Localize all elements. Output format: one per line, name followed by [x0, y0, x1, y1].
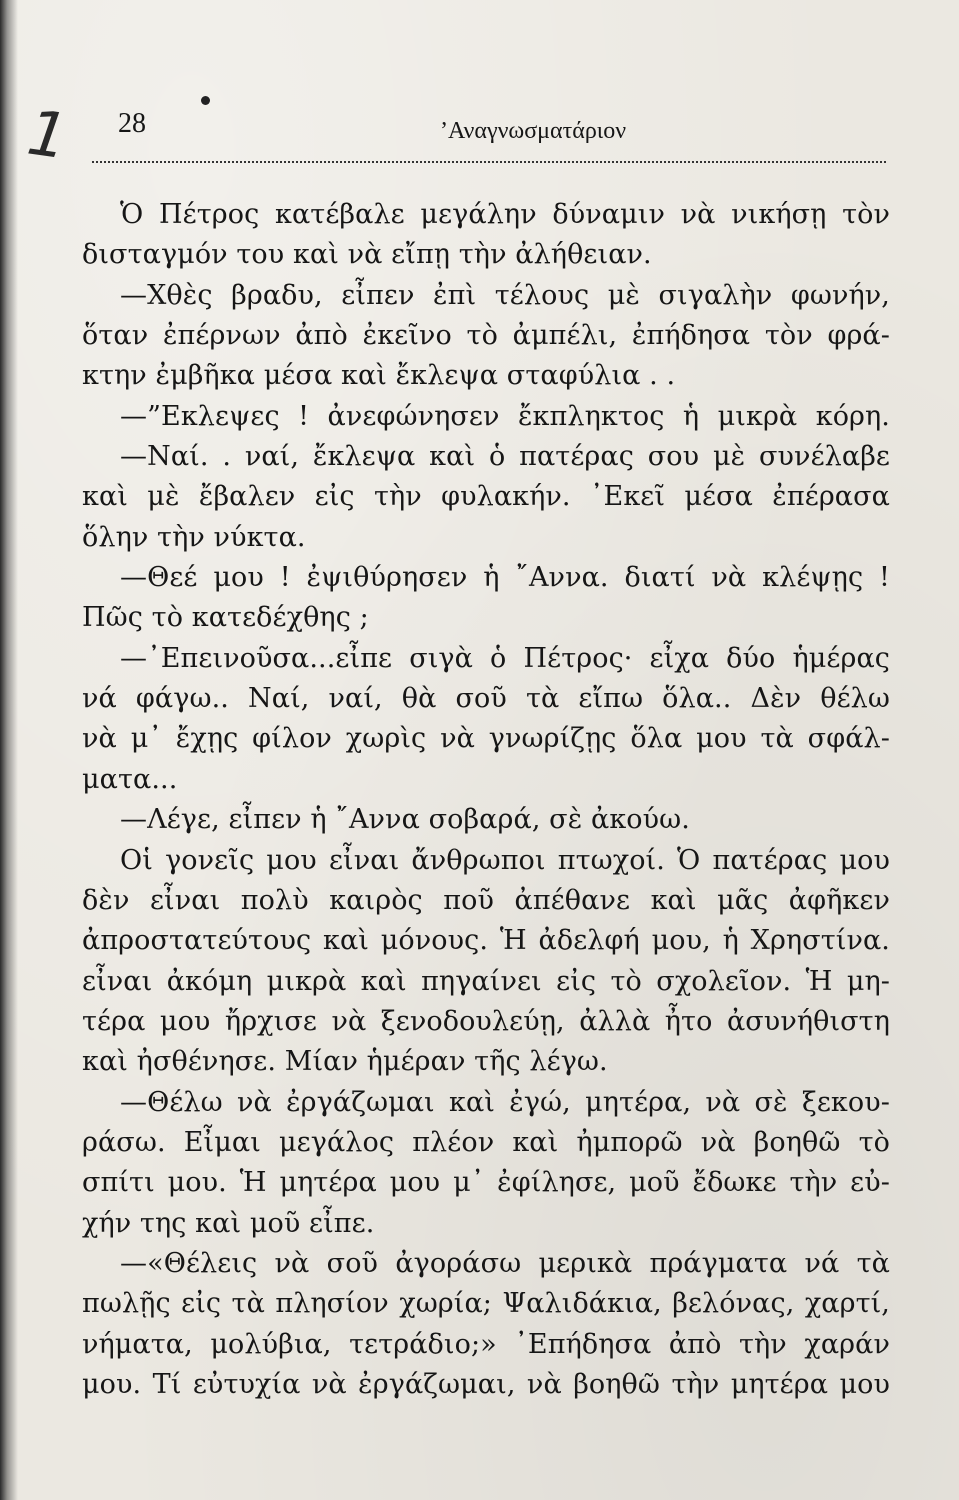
text-line: ματα...	[82, 763, 178, 795]
text-line: ράσω. Εἶμαι μεγάλος πλέον καὶ ἠμπορῶ νὰ βοηθῶ τὸ	[82, 1126, 890, 1158]
text-line: —Λέγε, εἶπεν ἡ ῎Αννα σοβαρά, σὲ ἀκούω.	[120, 804, 690, 836]
text-line: τέρα μου ἤρχισε νὰ ξενοδουλεύῃ, ἀλλὰ ἦτο ἀσυνήθιστη	[82, 1005, 890, 1037]
text-line: δισταγμόν του καὶ νὰ εἴπῃ τὴν ἀλήθειαν.	[82, 239, 652, 271]
text-line: πωλῇς εἰς τὰ πλησίον χωρία; Ψαλιδάκια, βελόνας, χαρτί,	[82, 1288, 890, 1320]
running-head: ’Αναγνωσματάριον	[440, 118, 627, 144]
text-line: —᾿Επεινοῦσα...εἶπε σιγὰ ὁ Πέτρος· εἶχα δύο ἡμέρας	[120, 642, 890, 674]
text-line: εἶναι ἀκόμη μικρὰ καὶ πηγαίνει εἰς τὸ σχολεῖον. Ἡ μη-	[82, 965, 890, 997]
text-line: —”Εκλεψες ! ἀνεφώνησεν ἔκπληκτος ἡ μικρὰ κόρη.	[120, 400, 890, 432]
text-line: μου. Τί εὐτυχία νὰ ἐργάζωμαι, νὰ βοηθῶ τὴν μητέρα μου	[82, 1368, 890, 1400]
text-line: ἀπροστατεύτους καὶ μόνους. Ἡ ἀδελφή μου, ἡ Χρηστίνα.	[82, 925, 890, 957]
text-line: Ὁ Πέτρος κατέβαλε μεγάλην δύναμιν νὰ νικήσῃ τὸν	[120, 199, 890, 230]
ink-dot	[201, 96, 210, 105]
text-line: —«Θέλεις νὰ σοῦ ἀγοράσω μερικὰ πράγματα νά τὰ	[120, 1247, 890, 1279]
text-line: —Χθὲς βραδυ, εἶπεν ἐπὶ τέλους μὲ σιγαλὴν φωνήν,	[120, 279, 890, 311]
text-line: —Ναί. . ναί, ἔκλεψα καὶ ὁ πατέρας σου μὲ συνέλαβε	[120, 441, 890, 473]
text-line: —Θέλω νὰ ἐργάζωμαι καὶ ἐγώ, μητέρα, νὰ σὲ ξεκου-	[120, 1086, 890, 1118]
body-text	[82, 195, 890, 1405]
text-line: καὶ μὲ ἔβαλεν εἰς τὴν φυλακήν. ᾿Εκεῖ μέσα ἐπέρασα	[82, 481, 890, 513]
page-number: 28	[118, 108, 146, 139]
text-line: —Θεέ μου ! ἐψιθύρησεν ἡ ῎Αννα. διατί νὰ κλέψῃς !	[120, 562, 890, 594]
text-line: χήν της καὶ μοῦ εἶπε.	[82, 1207, 375, 1239]
text-line: ὅταν ἐπέρνων ἀπὸ ἐκεῖνο τὸ ἀμπέλι, ἐπήδησα τὸν φρά-	[82, 320, 890, 352]
text-line: νά φάγω.. Ναί, ναί, θὰ σοῦ τὰ εἴπω ὅλα.. Δὲν θέλω	[82, 683, 890, 715]
text-line: δὲν εἶναι πολὺ καιρὸς ποῦ ἀπέθανε καὶ μᾶς ἀφῆκεν	[82, 884, 890, 916]
margin-mark: 1	[23, 95, 73, 174]
text-line: σπίτι μου. Ἡ μητέρα μου μ᾿ ἐφίλησε, μοῦ ἔδωκε τὴν εὐ-	[82, 1167, 890, 1199]
text-line: νὰ μ᾿ ἔχῃς φίλον χωρὶς νὰ γνωρίζῃς ὅλα μου τὰ σφάλ-	[82, 723, 890, 755]
text-line: Οἱ γονεῖς μου εἶναι ἄνθρωποι πτωχοί. Ὁ πατέρας μου	[120, 844, 890, 876]
text-line: ὅλην τὴν νύκτα.	[82, 521, 306, 553]
text-line: Πῶς τὸ κατεδέχθης ;	[82, 602, 369, 634]
text-line: νήματα, μολύβια, τετράδιο;» ᾿Επήδησα ἀπὸ τὴν χαράν	[82, 1328, 890, 1360]
page-edge-shadow	[0, 0, 18, 1500]
text-line: καὶ ἠσθένησε. Μίαν ἡμέραν τῆς λέγω.	[82, 1046, 608, 1078]
header-rule	[92, 161, 886, 163]
text-line: κτην ἐμβῆκα μέσα καὶ ἔκλεψα σταφύλια . .	[82, 360, 676, 392]
